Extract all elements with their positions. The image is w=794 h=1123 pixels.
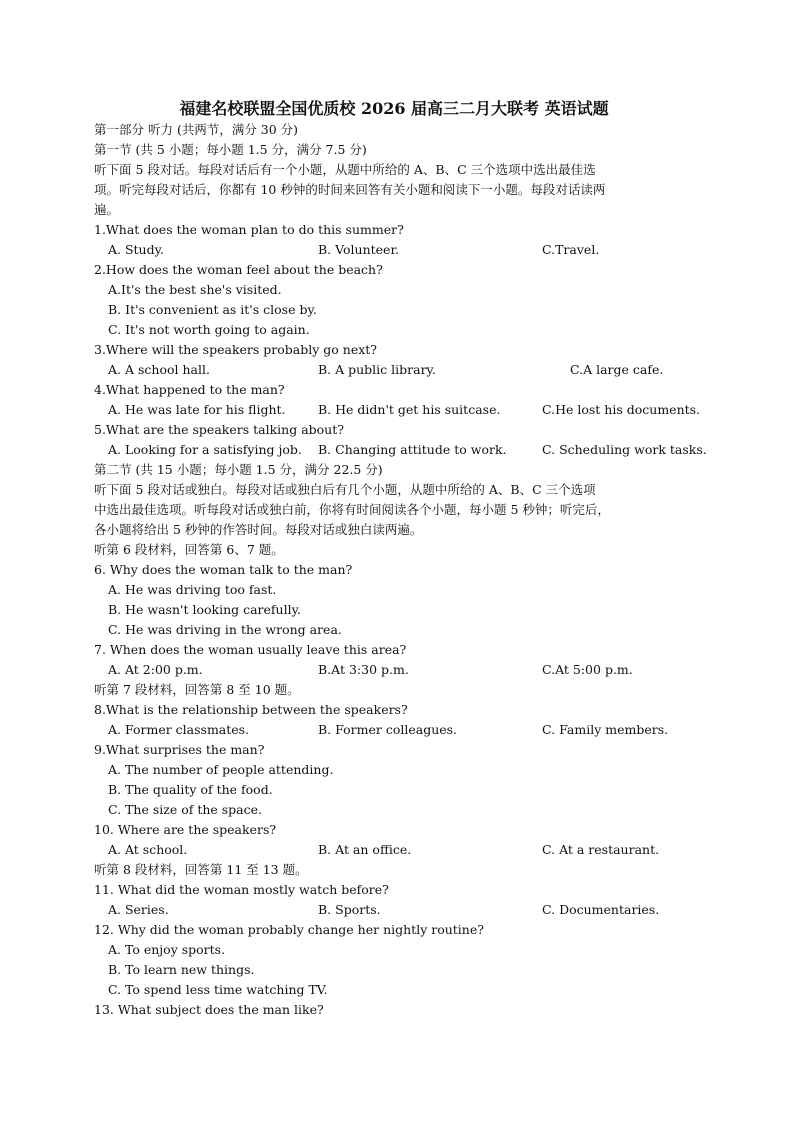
option-a: A. A school hall. — [108, 362, 210, 377]
option-c: C. At a restaurant. — [542, 842, 660, 857]
option-b: B. Former colleagues. — [318, 722, 458, 737]
option-b: B. At an office. — [318, 842, 412, 857]
section1-instructions-line: 项。听完每段对话后，你都有 10 秒钟的时间来回答有关小题和阅读下一小题。每段对话读两 — [94, 182, 606, 197]
option-c: C. Scheduling work tasks. — [542, 442, 707, 457]
option-c: C. The size of the space. — [108, 802, 263, 817]
options-row — [94, 240, 714, 260]
section2-instructions-line: 中选出最佳选项。听每段对话或独白前，你将有时间阅读各个小题，每小题 5 秒钟；听完后， — [94, 502, 610, 517]
option-c: C. It's not worth going to again. — [108, 322, 310, 337]
material-note: 听第 8 段材料，回答第 11 至 13 题。 — [94, 862, 308, 877]
option-a: A. At 2:00 p.m. — [108, 662, 203, 677]
options-row — [94, 720, 714, 740]
section1-instructions-line: 听下面 5 段对话。每段对话后有一个小题，从题中所给的 A、B、C 三个选项中选出最佳选 — [94, 162, 596, 177]
option-b: B. It's convenient as it's close by. — [108, 302, 317, 317]
question-11: 11. What did the woman mostly watch before? — [94, 882, 389, 897]
option-a: A. To enjoy sports. — [108, 942, 226, 957]
question-13: 13. What subject does the man like? — [94, 1002, 324, 1017]
option-b: B. A public library. — [318, 362, 436, 377]
option-c: C.Travel. — [542, 242, 600, 257]
option-b: B. To learn new things. — [108, 962, 255, 977]
question-5: 5.What are the speakers talking about? — [94, 422, 344, 437]
section1-heading: 第一节 (共 5 小题；每小题 1.5 分，满分 7.5 分) — [94, 142, 367, 157]
option-a: A. Former classmates. — [108, 722, 250, 737]
option-b: B. Sports. — [318, 902, 381, 917]
options-row — [94, 840, 714, 860]
section2-instructions-line: 听下面 5 段对话或独白。每段对话或独白后有几个小题，从题中所给的 A、B、C 三个选项 — [94, 482, 596, 497]
option-a: A. He was late for his flight. — [108, 402, 286, 417]
options-row — [94, 440, 714, 460]
option-b: B. Changing attitude to work. — [318, 442, 507, 457]
option-c: C.He lost his documents. — [542, 402, 701, 417]
page-title: 福建名校联盟全国优质校 2026 届高三二月大联考 英语试题 — [179, 99, 609, 118]
part1-heading: 第一部分 听力 (共两节，满分 30 分) — [94, 122, 299, 137]
option-a: A. The number of people attending. — [108, 762, 334, 777]
option-c: C.A large cafe. — [570, 362, 664, 377]
material-note: 听第 6 段材料，回答第 6、7 题。 — [94, 542, 284, 557]
question-4: 4.What happened to the man? — [94, 382, 285, 397]
option-b: B. The quality of the food. — [108, 782, 273, 797]
option-b: B. He didn't get his suitcase. — [318, 402, 501, 417]
exam-page — [94, 98, 714, 1020]
question-6: 6. Why does the woman talk to the man? — [94, 562, 353, 577]
section2-heading: 第二节 (共 15 小题；每小题 1.5 分，满分 22.5 分) — [94, 462, 383, 477]
question-3: 3.Where will the speakers probably go next? — [94, 342, 377, 357]
options-row — [94, 400, 714, 420]
question-8: 8.What is the relationship between the speakers? — [94, 702, 408, 717]
option-c: C. Family members. — [542, 722, 669, 737]
material-note: 听第 7 段材料，回答第 8 至 10 题。 — [94, 682, 300, 697]
section1-instructions-line: 遍。 — [94, 202, 120, 217]
option-b: B.At 3:30 p.m. — [318, 662, 409, 677]
option-a: A. Series. — [108, 902, 169, 917]
option-c: C. To spend less time watching TV. — [108, 982, 328, 997]
section2-instructions-line: 各小题将给出 5 秒钟的作答时间。每段对话或独白读两遍。 — [94, 522, 423, 537]
option-a: A. Looking for a satisfying job. — [108, 442, 302, 457]
option-a: A.It's the best she's visited. — [108, 282, 282, 297]
option-a: A. He was driving too fast. — [108, 582, 277, 597]
option-a: A. At school. — [108, 842, 188, 857]
question-1: 1.What does the woman plan to do this summer? — [94, 222, 404, 237]
question-7: 7. When does the woman usually leave this area? — [94, 642, 407, 657]
option-a: A. Study. — [108, 242, 164, 257]
question-12: 12. Why did the woman probably change her nightly routine? — [94, 922, 484, 937]
options-row — [94, 900, 714, 920]
option-b: B. He wasn't looking carefully. — [108, 602, 301, 617]
options-row — [94, 360, 714, 380]
question-9: 9.What surprises the man? — [94, 742, 265, 757]
option-c: C.At 5:00 p.m. — [542, 662, 633, 677]
question-10: 10. Where are the speakers? — [94, 822, 277, 837]
options-row — [94, 660, 714, 680]
option-b: B. Volunteer. — [318, 242, 400, 257]
question-2: 2.How does the woman feel about the beach? — [94, 262, 383, 277]
option-c: C. Documentaries. — [542, 902, 660, 917]
option-c: C. He was driving in the wrong area. — [108, 622, 342, 637]
